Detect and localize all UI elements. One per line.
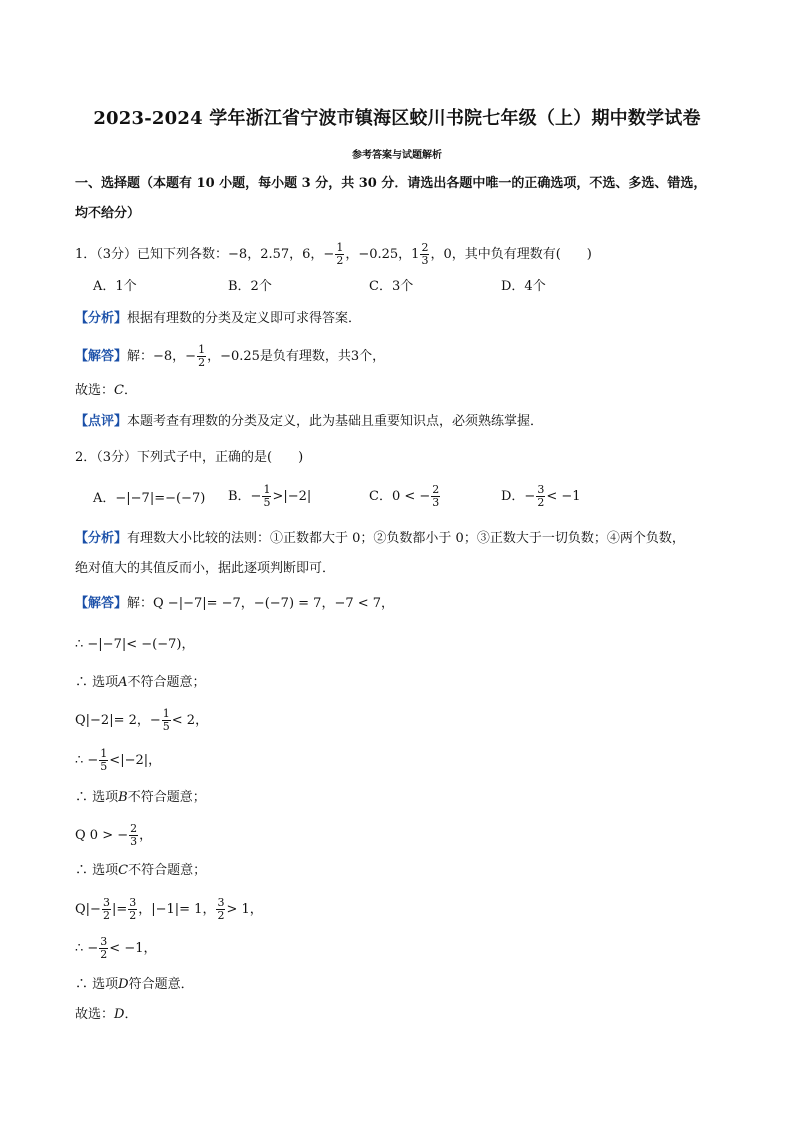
- q2-option-b-suffix: >|−2|: [272, 489, 312, 504]
- q2-step-9-numerator-2: 3: [129, 896, 137, 909]
- q2-step-9-numerator-3: 3: [217, 896, 225, 909]
- q2-option-c-fraction: [431, 484, 440, 509]
- q2-option-b: [228, 484, 311, 509]
- q2-analysis-tag: 【分析】: [75, 531, 128, 546]
- q2-solution-step-8: [75, 862, 206, 880]
- q1-stem-part-c: ，0，其中负有理数有( ): [430, 247, 592, 262]
- q2-solution-step-10: [75, 936, 157, 961]
- q2-step-5-fraction: [99, 748, 108, 773]
- q2-step-10-suffix: < −1，: [109, 941, 157, 956]
- q1-option-d: D．4个: [501, 279, 546, 294]
- q1-analysis-text: 根据有理数的分类及定义即可求得答案．: [127, 311, 362, 326]
- q2-option-c-numerator: 2: [432, 483, 440, 496]
- q2-step-4-numerator: 1: [162, 707, 170, 720]
- q1-fraction-2: [420, 242, 429, 267]
- q1-solution-fraction-numerator: 1: [198, 343, 206, 356]
- q2-option-d-fraction: [536, 484, 545, 509]
- q2-step-11-letter: D: [118, 977, 129, 992]
- q2-step-9-fraction-3: [216, 897, 225, 922]
- q2-option-a: A．−|−7|=−(−7): [93, 491, 206, 506]
- q2-step-7-prefix: Q 0 > −: [75, 828, 129, 843]
- q2-answer: [75, 1006, 137, 1024]
- q1-solution-fraction: [197, 344, 206, 369]
- q2-option-d-suffix: < −1: [546, 489, 581, 504]
- q1-fraction-2-numerator: 2: [421, 241, 429, 254]
- q2-step-9-prefix: Q|−: [75, 902, 101, 917]
- q2-step-4-denominator: 5: [162, 720, 170, 733]
- q2-step-8-letter: C: [118, 863, 129, 878]
- q2-step-11-suffix: 符合题意．: [128, 977, 194, 992]
- q2-stem: 2．（3分）下列式子中，正确的是( ): [75, 450, 304, 465]
- q2-analysis-continuation: 绝对值大的其值反而小，据此逐项判断即可．: [75, 561, 336, 576]
- q2-step-7-suffix: ，: [139, 828, 153, 843]
- q2-answer-label: 故选：: [75, 1007, 115, 1022]
- q1-analysis-tag: 【分析】: [75, 311, 128, 326]
- section-heading-line1: 一、选择题（本题有 10 小题，每小题 3 分，共 30 分．请选出各题中唯一的正确选项，不选、多选、错选，: [75, 176, 707, 191]
- q1-solution-tag: 【解答】: [75, 349, 128, 364]
- q1-fraction-1: [335, 242, 344, 267]
- q2-step-7-fraction: [129, 823, 138, 848]
- q2-step-9-fraction-2: [128, 897, 137, 922]
- q2-solution-step-7: [75, 823, 152, 848]
- q2-step-9-numerator-1: 3: [102, 896, 110, 909]
- q2-option-d: [501, 484, 581, 509]
- q2-step-5-denominator: 5: [100, 760, 108, 773]
- q1-solution-fraction-denominator: 2: [198, 356, 206, 369]
- q2-step-4-suffix: < 2，: [171, 713, 209, 728]
- q2-solution-step-9: [75, 897, 263, 922]
- q2-step-7-denominator: 3: [130, 835, 138, 848]
- q2-solution-step-1-text: 解：Q −|−7|= −7，−(−7) = 7，−7 < 7，: [127, 596, 395, 611]
- q2-step-5-numerator: 1: [100, 747, 108, 760]
- page-title: 2023-2024 学年浙江省宁波市镇海区蛟川书院七年级（上）期中数学试卷: [93, 108, 701, 129]
- q2-step-7-numerator: 2: [130, 822, 138, 835]
- q2-solution-step-4: [75, 708, 208, 733]
- q1-stem-part-a: 1．（3分）已知下列各数：−8，2.57，6，−: [75, 247, 335, 262]
- q1-answer: [75, 382, 137, 400]
- q2-option-c-denominator: 3: [432, 496, 440, 509]
- q1-fraction-2-denominator: 3: [421, 254, 429, 267]
- q1-stem-part-b: ，−0.25，1: [345, 247, 420, 262]
- q1-solution: [75, 344, 385, 369]
- q1-answer-letter: C: [114, 383, 124, 398]
- q2-step-9-denominator-2: 2: [129, 909, 137, 922]
- q2-option-b-prefix: B．−: [228, 489, 262, 504]
- q2-analysis-line1: 有理数大小比较的法则：①正数都大于 0；②负数都小于 0；③正数大于一切负数；④两个负数，: [127, 531, 685, 546]
- q2-step-3-letter: A: [118, 675, 128, 690]
- q1-analysis: [75, 310, 361, 328]
- q2-step-10-prefix: ∴ −: [75, 941, 99, 956]
- q2-step-9-denominator-1: 2: [102, 909, 110, 922]
- q2-option-b-fraction: [262, 484, 271, 509]
- q2-step-9-mid-1: |=: [111, 902, 128, 917]
- q1-comment: [75, 413, 543, 431]
- q2-step-9-suffix: > 1，: [226, 902, 263, 917]
- q2-step-5-suffix: <|−2|，: [109, 753, 162, 768]
- q1-answer-end: ．: [123, 383, 137, 398]
- q2-step-6-letter: B: [118, 790, 128, 805]
- q2-option-b-numerator: 1: [263, 483, 271, 496]
- q2-option-d-denominator: 2: [537, 496, 545, 509]
- q2-solution-step-2: ∴ −|−7|< −(−7)，: [75, 637, 195, 652]
- q2-step-9-mid-2: ，|−1|= 1，: [138, 902, 216, 917]
- q2-step-10-denominator: 2: [100, 948, 108, 961]
- q1-option-b: B．2个: [228, 279, 272, 294]
- q2-solution-step-5: [75, 748, 161, 773]
- q2-solution-step-3: [75, 674, 206, 692]
- q1-fraction-1-numerator: 1: [336, 241, 344, 254]
- q1-answer-label: 故选：: [75, 383, 115, 398]
- q2-option-d-numerator: 3: [537, 483, 545, 496]
- q2-answer-letter: D: [114, 1007, 125, 1022]
- q2-step-10-numerator: 3: [100, 935, 108, 948]
- q1-option-c: C．3个: [369, 279, 414, 294]
- q2-step-9-denominator-3: 2: [217, 909, 225, 922]
- q1-stem: [75, 242, 592, 267]
- q1-option-a: A．1个: [93, 279, 137, 294]
- q2-step-8-prefix: ∴ 选项: [75, 863, 119, 878]
- q2-step-4-prefix: Q|−2|= 2，−: [75, 713, 161, 728]
- q1-solution-part-b: ，−0.25是负有理数，共3个，: [207, 349, 386, 364]
- q2-step-4-fraction: [162, 708, 171, 733]
- q2-solution-step-11: [75, 976, 194, 994]
- q2-option-d-prefix: D．−: [501, 489, 536, 504]
- q2-solution-step-1: [75, 595, 394, 613]
- q2-step-6-suffix: 不符合题意；: [127, 790, 206, 805]
- q2-step-3-prefix: ∴ 选项: [75, 675, 119, 690]
- q2-option-c: [369, 484, 441, 509]
- q2-option-b-denominator: 5: [263, 496, 271, 509]
- q2-step-9-fraction-1: [102, 897, 111, 922]
- q2-step-6-prefix: ∴ 选项: [75, 790, 119, 805]
- section-heading-line2: 均不给分）: [75, 206, 141, 221]
- q1-solution-part-a: 解：−8，−: [127, 349, 197, 364]
- q2-answer-end: ．: [124, 1007, 138, 1022]
- q1-fraction-1-denominator: 2: [336, 254, 344, 267]
- q2-option-c-prefix: C．0 < −: [369, 489, 431, 504]
- q2-step-11-prefix: ∴ 选项: [75, 977, 119, 992]
- q1-comment-tag: 【点评】: [75, 414, 128, 429]
- q2-step-3-suffix: 不符合题意；: [127, 675, 206, 690]
- q2-solution-step-6: [75, 789, 206, 807]
- q2-step-8-suffix: 不符合题意；: [128, 863, 207, 878]
- q1-comment-text: 本题考查有理数的分类及定义，此为基础且重要知识点，必须熟练掌握．: [127, 414, 544, 429]
- q2-step-10-fraction: [99, 936, 108, 961]
- q2-step-5-prefix: ∴ −: [75, 753, 99, 768]
- q2-solution-tag: 【解答】: [75, 596, 128, 611]
- page-subtitle: 参考答案与试题解析: [352, 150, 442, 161]
- q2-analysis: [75, 530, 685, 548]
